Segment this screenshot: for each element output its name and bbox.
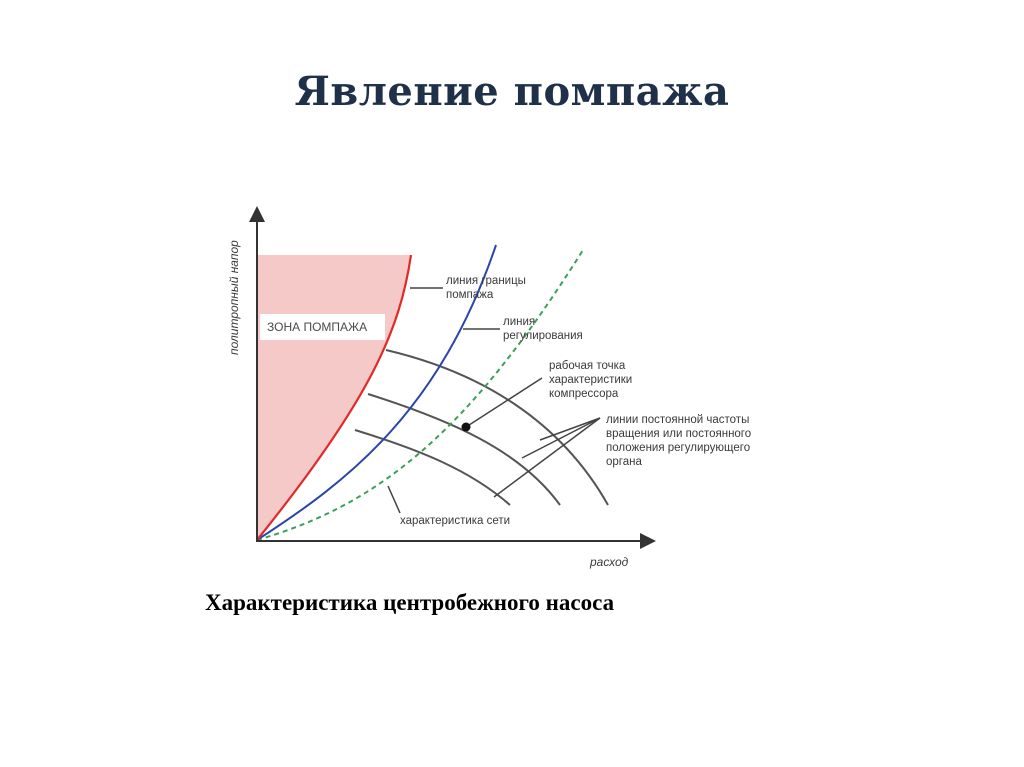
surge-zone-area [257, 255, 411, 540]
figure-caption: Характеристика центробежного насоса [205, 590, 615, 615]
slide-title: Явление помпажа [294, 68, 730, 115]
x-axis-label: расход [590, 555, 629, 569]
y-axis-label: политропный напор [227, 240, 241, 355]
leader-speed-2 [522, 418, 600, 458]
leader-operating-point [466, 378, 542, 427]
operating-point-marker [462, 423, 471, 432]
leader-speed-1 [540, 418, 600, 440]
leader-network-curve [388, 486, 400, 513]
label-surge-line: линия границы помпажа [446, 275, 526, 301]
speed-line-3 [355, 430, 510, 505]
label-network-curve: характеристика сети [400, 515, 511, 527]
label-constant-speed: линии постоянной частоты вращения или постоянного положения регулирующего органа [606, 414, 752, 468]
label-operating-point: рабочая точка характеристики компрессора [549, 360, 633, 400]
zone-label: ЗОНА ПОМПАЖА [267, 320, 368, 334]
label-control-line: линия регулирования [503, 316, 583, 342]
